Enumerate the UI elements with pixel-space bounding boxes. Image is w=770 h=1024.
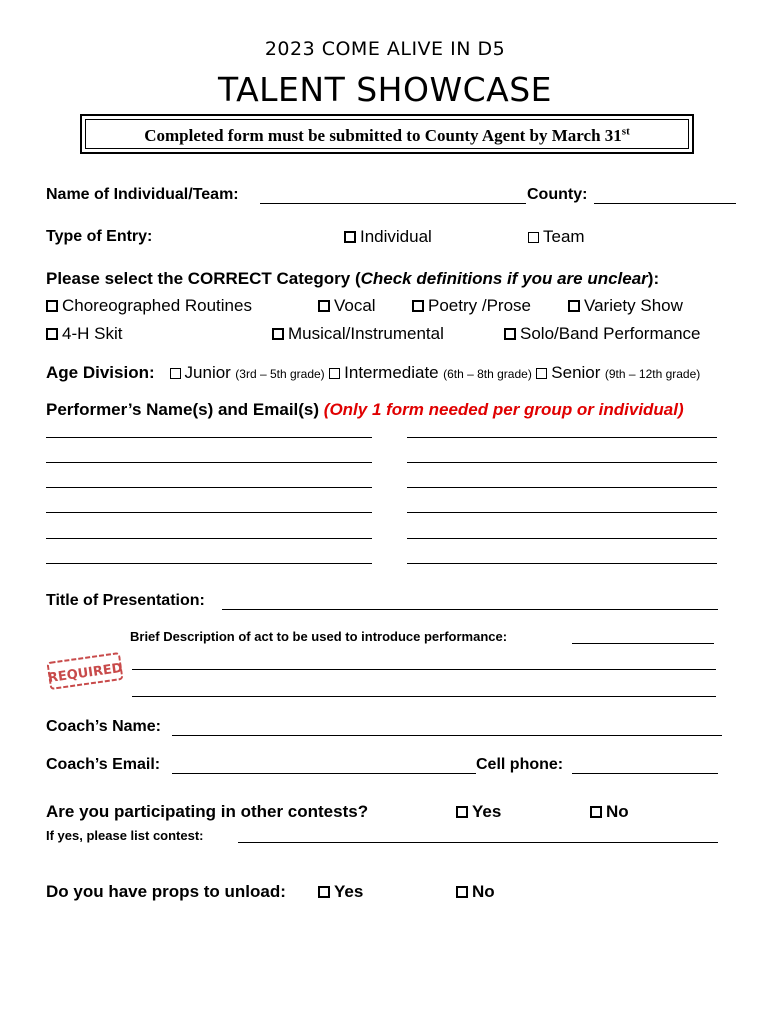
contests-yes-label: Yes [472,802,502,821]
cell-phone-label: Cell phone: [476,756,564,773]
performer-field[interactable] [407,538,717,539]
performer-field[interactable] [407,462,717,463]
contests-no-option[interactable] [590,802,629,822]
name-label: Name of Individual/Team: [46,186,239,203]
contests-list-label: If yes, please list contest: [46,828,204,843]
performer-field[interactable] [46,512,372,513]
category-option-label: Variety Show [584,296,683,315]
required-stamp-text: REQUIRED [47,660,124,687]
performer-field[interactable] [407,563,717,564]
category-lead: Please select the CORRECT Category ( [46,269,361,288]
type-team-label: Team [543,227,585,246]
category-option-skit[interactable] [46,324,122,344]
category-option-musical[interactable] [272,324,444,344]
age-label: Age Division: [46,363,155,382]
category-option-label: Poetry /Prose [428,296,531,315]
notice-text: Completed form must be submitted to County Agent by March 31 [144,126,622,145]
performer-field[interactable] [46,437,372,438]
category-option-vocal[interactable] [318,296,376,316]
performer-field[interactable] [407,437,717,438]
performer-field[interactable] [46,538,372,539]
category-heading [46,269,659,289]
category-option-label: Vocal [334,296,376,315]
age-intermediate-label: Intermediate [344,363,439,382]
performers-label: Performer’s Name(s) and Email(s) [46,400,320,419]
required-stamp-icon [46,651,123,691]
age-senior-range: (9th – 12th grade) [604,367,701,381]
checkbox-icon[interactable] [504,328,516,340]
category-option-label: Choreographed Routines [62,296,252,315]
checkbox-icon[interactable] [456,806,468,818]
performer-field[interactable] [46,462,372,463]
notice-inner-border [85,119,689,149]
contests-question: Are you participating in other contests? [46,802,369,821]
coach-email-field[interactable] [172,773,476,774]
presentation-title-field[interactable] [222,609,718,610]
props-yes-option[interactable] [318,882,363,902]
checkbox-icon[interactable] [329,368,340,379]
page-title: TALENT SHOWCASE [217,70,553,109]
performer-field[interactable] [46,487,372,488]
performer-field[interactable] [407,512,717,513]
type-team-option[interactable] [528,227,585,247]
checkbox-icon[interactable] [590,806,602,818]
submission-notice [80,114,694,154]
checkbox-icon[interactable] [536,368,547,379]
cell-phone-field[interactable] [572,773,718,774]
age-junior-label: Junior [184,363,231,382]
category-option-variety[interactable] [568,296,683,316]
performer-field[interactable] [46,563,372,564]
type-label: Type of Entry: [46,228,153,245]
coach-name-field[interactable] [172,735,722,736]
age-intermediate-range: (6th – 8th grade) [443,367,532,381]
age-junior-range: (3rd – 5th grade) [235,367,325,381]
type-individual-label: Individual [360,227,432,246]
brief-description-field[interactable] [572,643,714,644]
contests-yes-option[interactable] [456,802,501,822]
contests-list-field[interactable] [238,842,718,843]
props-no-option[interactable] [456,882,495,902]
age-division-row [46,363,700,383]
age-senior-label: Senior [551,363,601,382]
category-hint: Check definitions if you are unclear [360,269,648,288]
checkbox-icon[interactable] [272,328,284,340]
checkbox-icon[interactable] [528,232,539,243]
performers-heading [46,400,684,420]
props-yes-label: Yes [334,882,364,901]
category-option-label: 4-H Skit [62,324,123,343]
checkbox-icon[interactable] [318,886,330,898]
age-senior-option[interactable] [536,363,600,382]
coach-email-label: Coach’s Email: [46,756,161,773]
props-question: Do you have props to unload: [46,882,286,901]
name-field[interactable] [260,203,526,204]
checkbox-icon[interactable] [412,300,424,312]
notice-sup: st [621,125,630,138]
brief-description-line[interactable] [132,696,716,697]
category-option-poetry[interactable] [412,296,531,316]
brief-description-label: Brief Description of act to be used to introduce performance: [130,629,508,644]
performer-field[interactable] [407,487,717,488]
checkbox-icon[interactable] [318,300,330,312]
county-label: County: [527,186,588,203]
contests-no-label: No [606,802,629,821]
coach-name-label: Coach’s Name: [46,718,161,735]
performers-note: (Only 1 form needed per group or individual) [323,400,684,419]
age-intermediate-option[interactable] [329,363,439,382]
checkbox-icon[interactable] [170,368,181,379]
checkbox-icon[interactable] [568,300,580,312]
props-no-label: No [472,882,495,901]
type-individual-option[interactable] [344,227,432,247]
presentation-title-label: Title of Presentation: [46,592,205,609]
checkbox-icon[interactable] [344,231,356,243]
brief-description-line[interactable] [132,669,716,670]
county-field[interactable] [594,203,736,204]
category-lead-end: ): [647,269,660,288]
event-name: 2023 COME ALIVE IN D5 [264,38,506,60]
category-option-label: Musical/Instrumental [288,324,444,343]
checkbox-icon[interactable] [46,300,58,312]
category-option-label: Solo/Band Performance [520,324,701,343]
checkbox-icon[interactable] [46,328,58,340]
age-junior-option[interactable] [170,363,231,382]
category-option-choreographed[interactable] [46,296,252,316]
checkbox-icon[interactable] [456,886,468,898]
category-option-solo-band[interactable] [504,324,701,344]
